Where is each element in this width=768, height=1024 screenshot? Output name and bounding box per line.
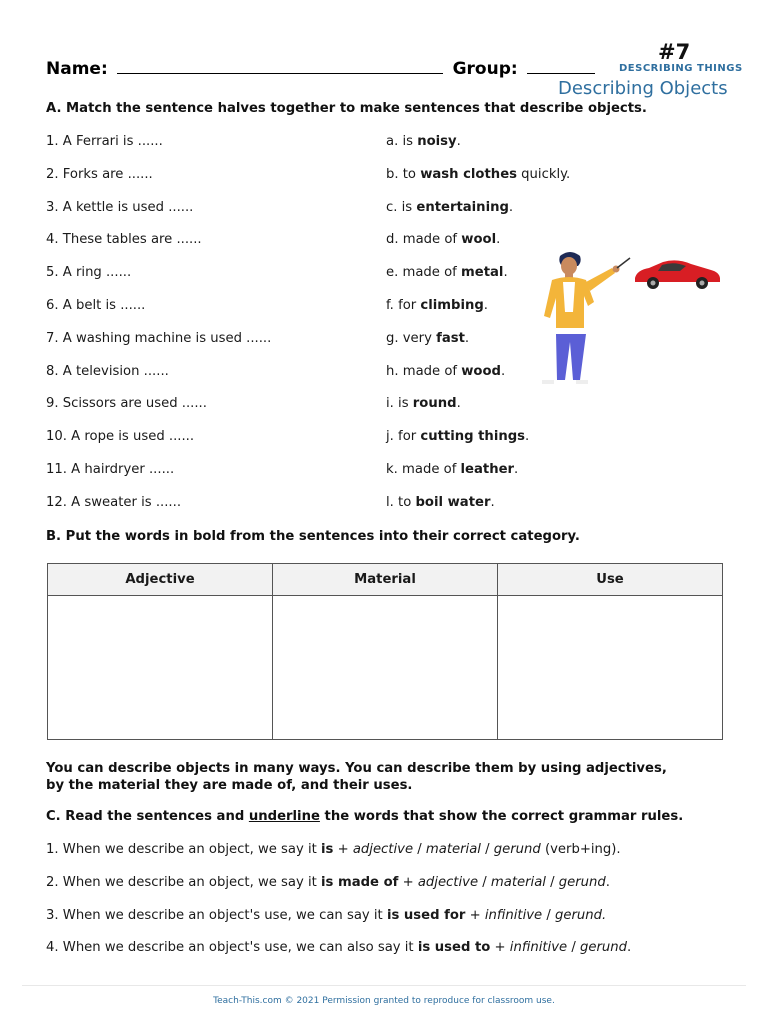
category-table — [47, 563, 723, 740]
rule-separator: / — [542, 907, 556, 923]
rule-plus: + — [465, 907, 485, 923]
rule-text-end: (verb+ing). — [540, 842, 621, 857]
rule-plus: + — [490, 940, 510, 956]
red-sports-car-illustration — [632, 256, 722, 290]
grammar-rule-item — [46, 875, 610, 890]
sentence-ending-item — [386, 396, 461, 411]
column-header-use: Use — [498, 564, 723, 596]
column-header-adjective: Adjective — [48, 564, 273, 596]
ending-text: e. made of — [386, 265, 462, 281]
ending-text: i. is — [386, 396, 413, 412]
rule-bold-phrase: is — [321, 842, 334, 857]
ending-bold-word: fast — [436, 330, 465, 346]
sentence-start-item: 2. Forks are ...... — [46, 166, 153, 182]
sentence-ending-item — [386, 200, 513, 215]
sentence-start-item: 9. Scissors are used ...... — [46, 396, 207, 412]
ending-text: k. made of — [386, 462, 461, 477]
grammar-rule-item — [46, 940, 631, 955]
sentence-ending-item — [386, 232, 500, 247]
ending-text: f. for — [386, 298, 421, 313]
ending-bold-word: wash clothes — [420, 166, 517, 182]
name-blank-line — [117, 57, 443, 74]
ending-text-end: . — [464, 330, 470, 346]
rule-option: gerund — [493, 842, 541, 857]
grammar-rule-item — [46, 908, 606, 923]
ending-text: l. to — [386, 494, 416, 510]
rule-separator: / — [545, 874, 559, 890]
rule-separator: / — [567, 940, 580, 956]
ending-bold-word: leather — [460, 462, 515, 477]
rule-option: gerund — [558, 874, 606, 890]
header — [46, 57, 595, 79]
sentence-ending-item — [386, 462, 518, 477]
worksheet-title: Describing Objects — [558, 78, 728, 99]
rule-option: infinitive — [509, 940, 568, 956]
ending-bold-word: wood — [461, 363, 501, 379]
sentence-start-item: 5. A ring ...... — [46, 265, 132, 281]
use-answer-cell[interactable] — [498, 596, 723, 740]
rule-text: 2. When we describe an object, we say it — [46, 874, 322, 890]
rule-plus: + — [333, 842, 353, 857]
grammar-rule-item — [46, 842, 621, 857]
ending-text-end: . — [503, 265, 508, 281]
rule-bold-phrase: is used to — [417, 940, 491, 956]
ending-text: d. made of — [386, 232, 462, 248]
sentence-start-item: 6. A belt is ...... — [46, 298, 146, 313]
ending-bold-word: round — [412, 396, 457, 412]
sentence-start-item: 7. A washing machine is used ...... — [46, 330, 272, 346]
ending-text: j. for — [386, 429, 421, 445]
rule-option: adjective — [417, 874, 479, 890]
sentence-start-item: 4. These tables are ...... — [46, 232, 202, 248]
worksheet-category: DESCRIBING THINGS — [619, 63, 743, 74]
rule-option: adjective — [352, 842, 414, 857]
ending-text: a. is — [386, 134, 418, 149]
rule-text: 1. When we describe an object, we say it — [46, 842, 322, 857]
ending-bold-word: entertaining — [416, 199, 509, 215]
rule-text-end: . — [626, 940, 632, 956]
rule-bold-phrase: is used for — [386, 907, 466, 923]
section-c-instruction-end: the words that show the correct grammar rules. — [319, 809, 684, 824]
sentence-start-item: 1. A Ferrari is ...... — [46, 134, 163, 149]
info-line-1: You can describe objects in many ways. You can describe them by using adjectives, — [46, 761, 667, 776]
sentence-ending-item — [386, 429, 529, 444]
rule-option: material — [425, 842, 481, 857]
sentence-ending-item — [386, 331, 469, 346]
section-c-instruction-underlined: underline — [248, 809, 320, 824]
name-label: Name: — [46, 59, 108, 79]
ending-bold-word: boil water — [415, 494, 491, 510]
rule-separator: / — [413, 842, 426, 857]
ending-text-end: . — [514, 462, 519, 477]
ending-text-end: . — [525, 429, 530, 445]
column-header-material: Material — [273, 564, 498, 596]
ending-bold-word: climbing — [420, 298, 484, 313]
section-b-instruction: B. Put the words in bold from the sentences into their correct category. — [46, 529, 580, 544]
footer-copyright: Teach-This.com © 2021 Permission granted to reproduce for classroom use. — [213, 996, 555, 1006]
rule-option: gerund. — [555, 907, 607, 923]
sentence-ending-item — [386, 364, 505, 379]
worksheet-number: #7 — [658, 40, 691, 64]
sentence-ending-item — [386, 134, 461, 149]
section-a-instruction: A. Match the sentence halves together to make sentences that describe objects. — [46, 101, 647, 116]
ending-text-end: . — [456, 134, 461, 149]
ending-bold-word: metal — [461, 265, 504, 281]
ending-text: c. is — [386, 199, 417, 215]
ending-text-end: quickly. — [516, 166, 571, 182]
sentence-start-item: 11. A hairdryer ...... — [46, 462, 175, 477]
rule-text: 3. When we describe an object's use, we can say it — [46, 907, 387, 923]
group-blank-line — [527, 57, 595, 74]
ending-text: b. to — [386, 166, 421, 182]
sentence-ending-item — [386, 495, 495, 510]
rule-text-end: . — [605, 874, 610, 890]
sentence-ending-item — [386, 265, 508, 280]
rule-option: material — [490, 874, 546, 890]
rule-bold-phrase: is made of — [321, 874, 399, 890]
sentence-ending-item — [386, 167, 570, 182]
ending-text-end: . — [483, 298, 488, 313]
ending-text-end: . — [456, 396, 461, 412]
ending-bold-word: noisy — [417, 134, 457, 149]
ending-text-end: . — [490, 494, 495, 510]
ending-text-end: . — [508, 199, 514, 215]
ending-text-end: . — [501, 363, 506, 379]
rule-option: gerund — [579, 940, 627, 956]
sentence-start-item: 8. A television ...... — [46, 363, 169, 379]
rule-option: infinitive — [484, 907, 543, 923]
sentence-ending-item — [386, 298, 488, 313]
adjective-answer-cell[interactable] — [48, 596, 273, 740]
ending-text: h. made of — [386, 363, 462, 379]
section-c-instruction-start: C. Read the sentences and — [46, 809, 249, 824]
ending-bold-word: wool — [461, 232, 497, 248]
group-label: Group: — [452, 59, 518, 79]
rule-text: 4. When we describe an object's use, we can also say it — [46, 940, 418, 956]
ending-text-end: . — [496, 232, 501, 248]
ending-bold-word: cutting things — [420, 429, 526, 445]
sentence-start-item: 12. A sweater is ...... — [46, 494, 182, 510]
teacher-pointing-illustration — [538, 250, 633, 385]
ending-text: g. very — [386, 330, 437, 346]
material-answer-cell[interactable] — [273, 596, 498, 740]
info-paragraph — [46, 760, 667, 794]
sentence-start-item: 10. A rope is used ...... — [46, 429, 195, 445]
sentence-start-item: 3. A kettle is used ...... — [46, 199, 194, 215]
rule-separator: / — [480, 842, 494, 857]
section-c-instruction — [46, 809, 683, 824]
info-line-2: by the material they are made of, and their uses. — [46, 778, 413, 793]
rule-separator: / — [478, 874, 491, 890]
rule-plus: + — [398, 874, 418, 890]
footer-divider — [22, 985, 746, 986]
